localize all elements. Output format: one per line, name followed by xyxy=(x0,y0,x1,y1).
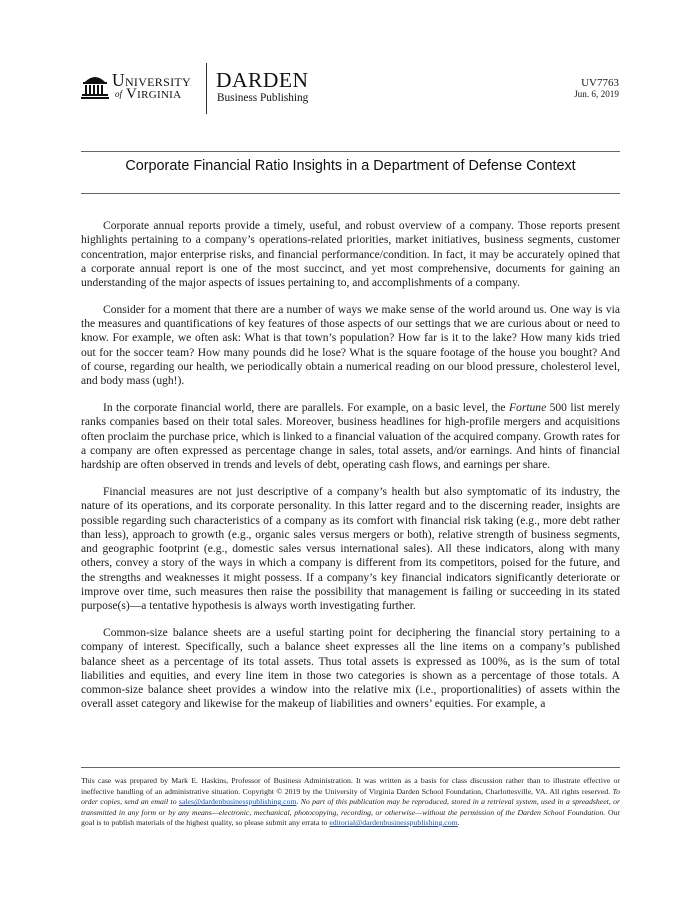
title-top-rule xyxy=(81,151,620,152)
virginia-wordmark: Virginia xyxy=(126,86,182,102)
case-date: Jun. 6, 2019 xyxy=(574,89,619,99)
title-bottom-rule xyxy=(81,193,620,194)
logo-divider xyxy=(206,63,207,114)
paragraph-3 xyxy=(81,401,620,472)
of-wordmark: of xyxy=(115,89,123,99)
sales-email-link[interactable]: sales@dardenbusinesspublishing.com xyxy=(178,797,297,806)
darden-wordmark: DARDEN xyxy=(216,68,309,92)
document-body xyxy=(81,219,620,724)
paragraph-4: Financial measures are not just descriptive of a company’s health but also symptomatic of its industry, the nature of its operations, and its corporate personality. In this latter regard and to the discerning reader, insights are possible regarding such characteristics of a company as its comfort with financial risk taking (e.g., more debt rather than less), approach to growth (e.g., organic sales versus mergers or both), relative strength of business segments, and geographic footprint (e.g., domestic sales versus international sales). All these indicators, along with many others, convey a story of the ways in which a company is different from its competitors, poised for the future, and the strengths and weaknesses it might possess. If a company’s key financial indicators significantly deteriorate or improve over time, such measures then raise the possibility that management is failing or succeeding in its stated purpose(s)—a tentative hypothesis is always worth investigating further. xyxy=(81,485,620,613)
footer-text-2: Our goal is to publish materials of the highest quality, so please submit any errata to xyxy=(81,807,620,827)
paragraph-5: Common-size balance sheets are a useful starting point for deciphering the financial story pertaining to a company of interest. Specifically, such a balance sheet expresses all the line items on a company’s published balance sheet as a percentage of its total assets. Thus total assets is expressed as 100%, as is the sum of total liabilities and equities, and every line item in those two categories is shown as a percentage of those totals. A common-size balance sheet provides a window into the relative mix (i.e., proportionalities) of assets within the overall asset category and likewise for the makeup of liabilities and owners’ equities. For example, a xyxy=(81,626,620,711)
paragraph-2: Consider for a moment that there are a number of ways we make sense of the world around us. One way is via the measures and quantifications of key features of those aspects of our settings that we are curious about or need to know. For example, we often ask: What is that town’s population? How far is it to the lake? How many kids tried out for the soccer team? How many pounds did he lose? What is the square footage of the house you bought? And of course, regarding our health, we periodically obtain a numerical reading on our blood pressure, cholesterol level, and body mass (ugh!). xyxy=(81,303,620,388)
paragraph-1: Corporate annual reports provide a timely, useful, and robust overview of a company. Those reports present highlights pertaining to a company’s operations-related priorities, market initiatives, business segments, customer concentration, major enterprise risks, and financial performance/condition. In fact, it may be accurately opined that a corporate annual report is one of the most succinct, and yet most comprehensive, documents for gaining an understanding of the major aspects of issues pertaining to, and accomplishments of a company. xyxy=(81,220,620,290)
business-publishing-label: Business Publishing xyxy=(217,92,309,104)
page-title: Corporate Financial Ratio Insights in a Department of Defense Context xyxy=(125,158,576,174)
paragraph-3-text-b: 500 list merely ranks companies based on their total sales. Moreover, business headlines for high-profile mergers and acquisitions often proclaim the purchase price, which is linked to a financial valuation of the acquired company. Growth rates for a company are often expressed as percentage change in sales, total assets, and/or earnings. And hints of financial hardship are often observed in trends and levels of debt, operating cash flows, and earnings per share. xyxy=(81,402,620,472)
footer-note xyxy=(81,776,620,829)
fortune-italic: Fortune xyxy=(509,402,547,415)
page-header xyxy=(0,0,700,130)
university-wordmark: University xyxy=(112,70,191,90)
footer-text-1: This case was prepared by Mark E. Haskins, Professor of Business Administration. It was written as a basis for class discussion rather than to illustrate effective or ineffective handling of an administrative situation. Copyright © 2019 by the University of Virginia Darden School Foundation, Charlottesville, VA. All rights reserved. xyxy=(81,776,620,796)
case-id: UV7763 xyxy=(581,77,619,89)
editorial-email-link[interactable]: editorial@dardenbusinesspublishing.com xyxy=(329,818,458,827)
footer-italic-2: . No part of this publication may be reproduced, stored in a retrieval system, used in a spreadsheet, or transmitted in any form or by any means—electronic, mechanical, photocopying, recording, or otherwise—without the permission of the Darden School Foundation. xyxy=(81,797,621,817)
rotunda-logo-icon xyxy=(81,73,109,99)
footer-text-3: . xyxy=(457,818,460,827)
footer-rule xyxy=(81,767,620,768)
paragraph-3-text-a: In the corporate financial world, there are parallels. For example, on a basic level, the xyxy=(103,402,509,415)
footer-italic-1: To order copies, send an email to xyxy=(81,786,620,806)
